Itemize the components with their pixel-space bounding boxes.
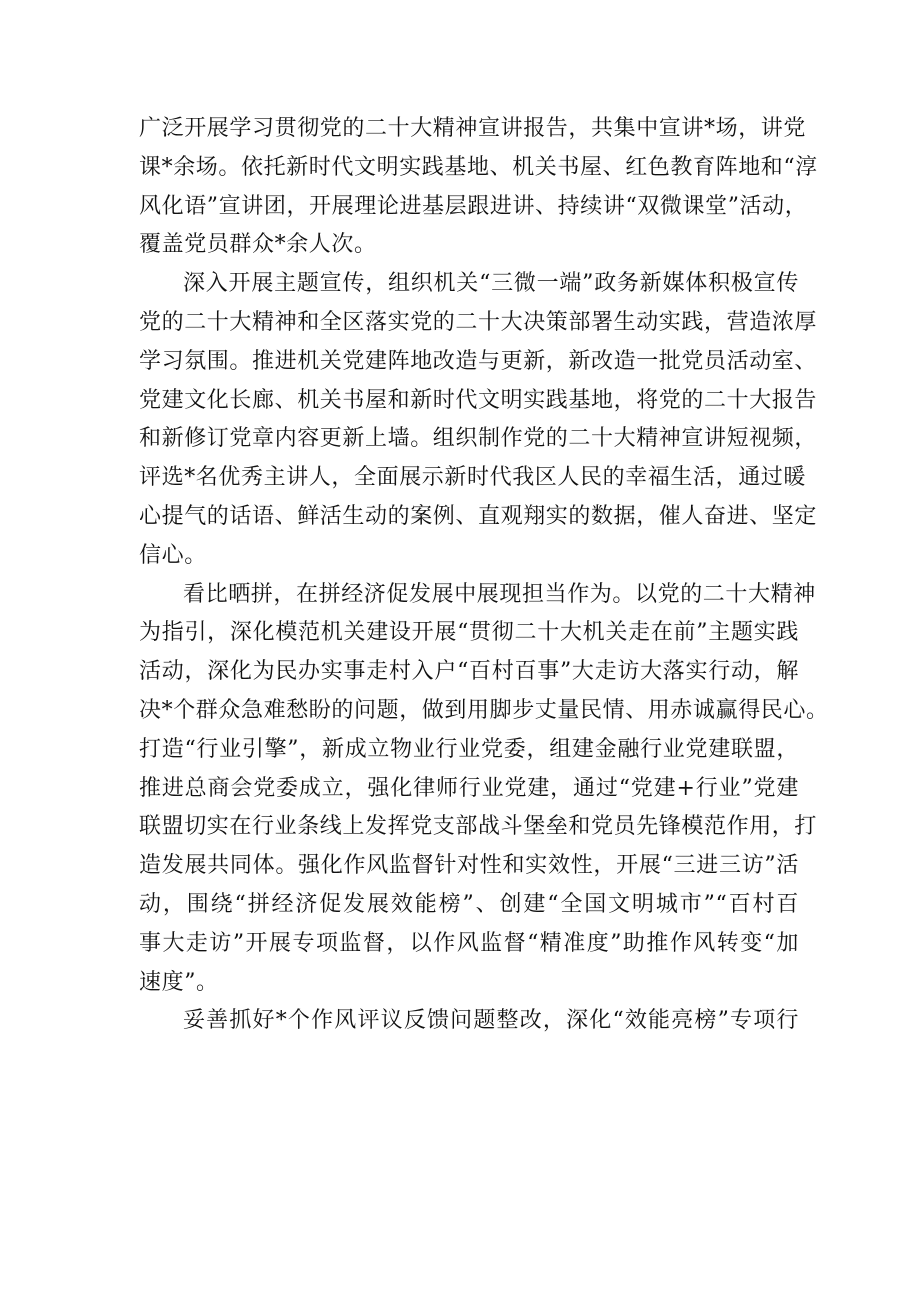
text-line: 和新修订党章内容更新上墙。组织制作党的二十大精神宣讲短视频， <box>139 426 818 452</box>
text-line: 动，围绕“拼经济促发展效能榜”、创建“全国文明城市”“百村百 <box>139 891 799 917</box>
text-line: 课*余场。依托新时代文明实践基地、机关书屋、红色教育阵地和“淳 <box>139 154 818 180</box>
text-line: 活动，深化为民办实事走村入户“百村百事”大走访大落实行动，解 <box>139 659 799 685</box>
text-line: 联盟切实在行业条线上发挥党支部战斗堡垒和党员先锋模范作用，打 <box>139 814 818 840</box>
text-line: 学习氛围。推进机关党建阵地改造与更新，新改造一批党员活动室、 <box>139 348 818 374</box>
text-line: 信心。 <box>139 542 207 568</box>
text-line: 心提气的话语、鲜活生动的案例、直观翔实的数据，催人奋进、坚定 <box>139 503 818 529</box>
text-line: 深入开展主题宣传，组织机关“三微一端”政务新媒体积极宣传 <box>183 271 799 297</box>
paragraph-3 <box>139 576 829 1003</box>
text-line: 风化语”宣讲团，开展理论进基层跟进讲、持续讲“双微课堂”活动， <box>139 193 808 219</box>
document-body <box>139 110 829 1041</box>
text-line: 推进总商会党委成立，强化律师行业党建，通过“党建+行业”党建 <box>139 775 799 801</box>
text-line: 速度”。 <box>139 969 219 995</box>
text-line: 为指引，深化模范机关建设开展“贯彻二十大机关走在前”主题实践 <box>139 620 799 646</box>
paragraph-1 <box>139 110 818 265</box>
text-line: 广泛开展学习贯彻党的二十大精神宣讲报告，共集中宣讲*场，讲党 <box>139 116 807 141</box>
paragraph-4 <box>139 1002 799 1041</box>
text-line: 妥善抓好*个作风评议反馈问题整改，深化“效能亮榜”专项行 <box>183 1008 799 1034</box>
text-line: 党建文化长廊、机关书屋和新时代文明实践基地，将党的二十大报告 <box>139 387 818 413</box>
text-line: 决*个群众急难愁盼的问题，做到用脚步丈量民情、用赤诚赢得民心。 <box>139 697 829 723</box>
text-line: 打造“行业引擎”，新成立物业行业党委，组建金融行业党建联盟， <box>139 736 799 762</box>
text-line: 评选*名优秀主讲人，全面展示新时代我区人民的幸福生活，通过暖 <box>139 465 807 491</box>
text-line: 看比晒拼，在拼经济促发展中展现担当作为。以党的二十大精神 <box>183 581 816 607</box>
text-line: 造发展共同体。强化作风监督针对性和实效性，开展“三进三访”活 <box>139 853 799 879</box>
paragraph-2 <box>139 265 818 575</box>
text-line: 覆盖党员群众*余人次。 <box>139 232 377 258</box>
text-line: 事大走访”开展专项监督，以作风监督“精准度”助推作风转变“加 <box>139 930 799 956</box>
text-line: 党的二十大精神和全区落实党的二十大决策部署生动实践，营造浓厚 <box>139 309 818 335</box>
